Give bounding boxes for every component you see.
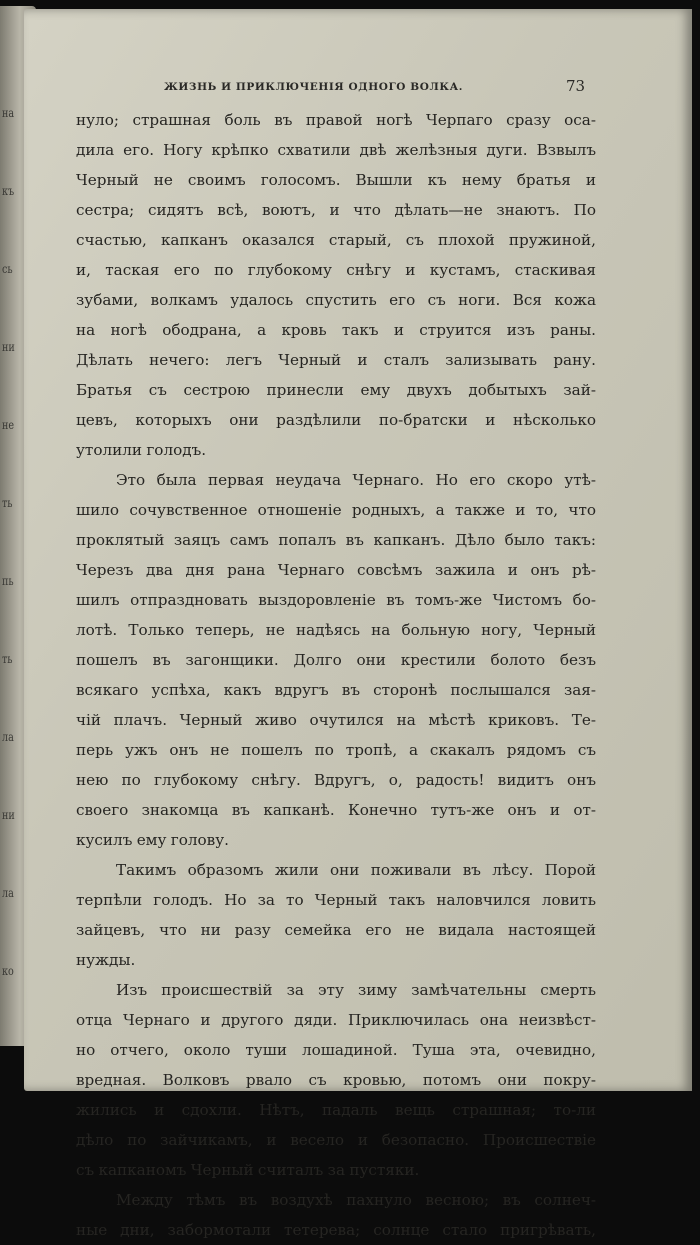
- facing-page-fragment: ла: [2, 886, 14, 900]
- facing-page-fragment: ни: [2, 340, 15, 354]
- text-line: зайцевъ, что ни разу семейка его не видала настоящей: [76, 921, 596, 939]
- text-line: Черезъ два дня рана Чернаго совсѣмъ зажила и онъ рѣ-: [76, 561, 596, 579]
- text-line: отца Чернаго и другого дяди. Приключилась она неизвѣст-: [76, 1011, 596, 1029]
- facing-page-fragment: ла: [2, 730, 14, 744]
- facing-page-fragment: не: [2, 418, 15, 432]
- facing-page-fragment: къ: [2, 184, 15, 198]
- text-line: проклятый заяцъ самъ попалъ въ капканъ. Дѣло было такъ:: [76, 531, 596, 549]
- facing-page-fragment: ко: [2, 964, 14, 978]
- text-line: сестра; сидятъ всѣ, воютъ, и что дѣлать—не знаютъ. По: [76, 201, 596, 219]
- text-line: и, таская его по глубокому снѣгу и кустамъ, стаскивая: [76, 261, 596, 279]
- text-line: Изъ происшествій за эту зиму замѣчательны смерть: [116, 981, 596, 999]
- text-line: Между тѣмъ въ воздухѣ пахнуло весною; въ солнеч-: [116, 1191, 596, 1209]
- text-line: съ капканомъ Черный считалъ за пустяки.: [76, 1161, 420, 1179]
- facing-page-fragment: пь: [2, 574, 14, 588]
- text-line: но отчего, около туши лошадиной. Туша эта, очевидно,: [76, 1041, 596, 1059]
- text-line: нуло; страшная боль въ правой ногѣ Черпаго сразу оса-: [76, 111, 596, 129]
- text-line: чій плачъ. Черный живо очутился на мѣстѣ криковъ. Те-: [76, 711, 596, 729]
- text-line: пошелъ въ загонщики. Долго они крестили болото безъ: [76, 651, 596, 669]
- text-line: шилъ отпраздновать выздоровленіе въ томъ-же Чистомъ бо-: [76, 591, 596, 609]
- text-line: Дѣлать нечего: легъ Черный и сталъ зализывать рану.: [76, 351, 596, 369]
- text-line: жились и сдохли. Нѣтъ, падаль вещь страшная; то-ли: [76, 1101, 596, 1119]
- text-line: перь ужъ онъ не пошелъ по тропѣ, а скакалъ рядомъ съ: [76, 741, 596, 759]
- facing-page-fragment: ни: [2, 808, 15, 822]
- body-text: [76, 105, 596, 1245]
- text-line: зубами, волкамъ удалось спустить его съ ноги. Вся кожа: [76, 291, 596, 309]
- text-line: дѣло по зайчикамъ, и весело и безопасно. Происшествіе: [76, 1131, 596, 1149]
- facing-page-fragment: ть: [2, 652, 13, 666]
- book-page: [24, 9, 692, 1239]
- page-number: 73: [566, 77, 586, 95]
- text-line: Братья съ сестрою принесли ему двухъ добытыхъ зай-: [76, 381, 596, 399]
- text-line: своего знакомца въ капканѣ. Конечно тутъ-же онъ и от-: [76, 801, 596, 819]
- text-line: кусилъ ему голову.: [76, 831, 229, 849]
- text-line: всякаго успѣха, какъ вдругъ въ сторонѣ послышался зая-: [76, 681, 596, 699]
- text-line: Такимъ образомъ жили они поживали въ лѣсу. Порой: [116, 861, 596, 879]
- text-line: счастью, капканъ оказался старый, съ плохой пружиной,: [76, 231, 596, 249]
- text-line: Черный не своимъ голосомъ. Вышли къ нему братья и: [76, 171, 596, 189]
- text-line: терпѣли голодъ. Но за то Черный такъ наловчился ловить: [76, 891, 596, 909]
- text-line: утолили голодъ.: [76, 441, 207, 459]
- text-line: нужды.: [76, 951, 136, 969]
- text-line: на ногѣ ободрана, а кровь такъ и струится изъ раны.: [76, 321, 596, 339]
- text-line: ные дни, забормотали тетерева; солнце стало пригрѣвать,: [76, 1221, 596, 1239]
- text-line: шило сочувственное отношеніе родныхъ, а также и то, что: [76, 501, 596, 519]
- text-line: Это была первая неудача Чернаго. Но его скоро утѣ-: [116, 471, 596, 489]
- text-line: лотѣ. Только теперь, не надѣясь на больную ногу, Черный: [76, 621, 596, 639]
- text-line: цевъ, которыхъ они раздѣлили по-братски и нѣсколько: [76, 411, 596, 429]
- text-line: дила его. Ногу крѣпко схватили двѣ желѣзныя дуги. Взвылъ: [76, 141, 596, 159]
- running-head: ЖИЗНЬ И ПРИКЛЮЧЕНІЯ ОДНОГО ВОЛКА.: [164, 81, 463, 93]
- facing-page-fragment: на: [2, 106, 15, 120]
- text-line: нею по глубокому снѣгу. Вдругъ, о, радость! видитъ онъ: [76, 771, 596, 789]
- facing-page-fragment: сь: [2, 262, 13, 276]
- facing-page-fragment: ть: [2, 496, 13, 510]
- text-line: вредная. Волковъ рвало съ кровью, потомъ они покру-: [76, 1071, 596, 1089]
